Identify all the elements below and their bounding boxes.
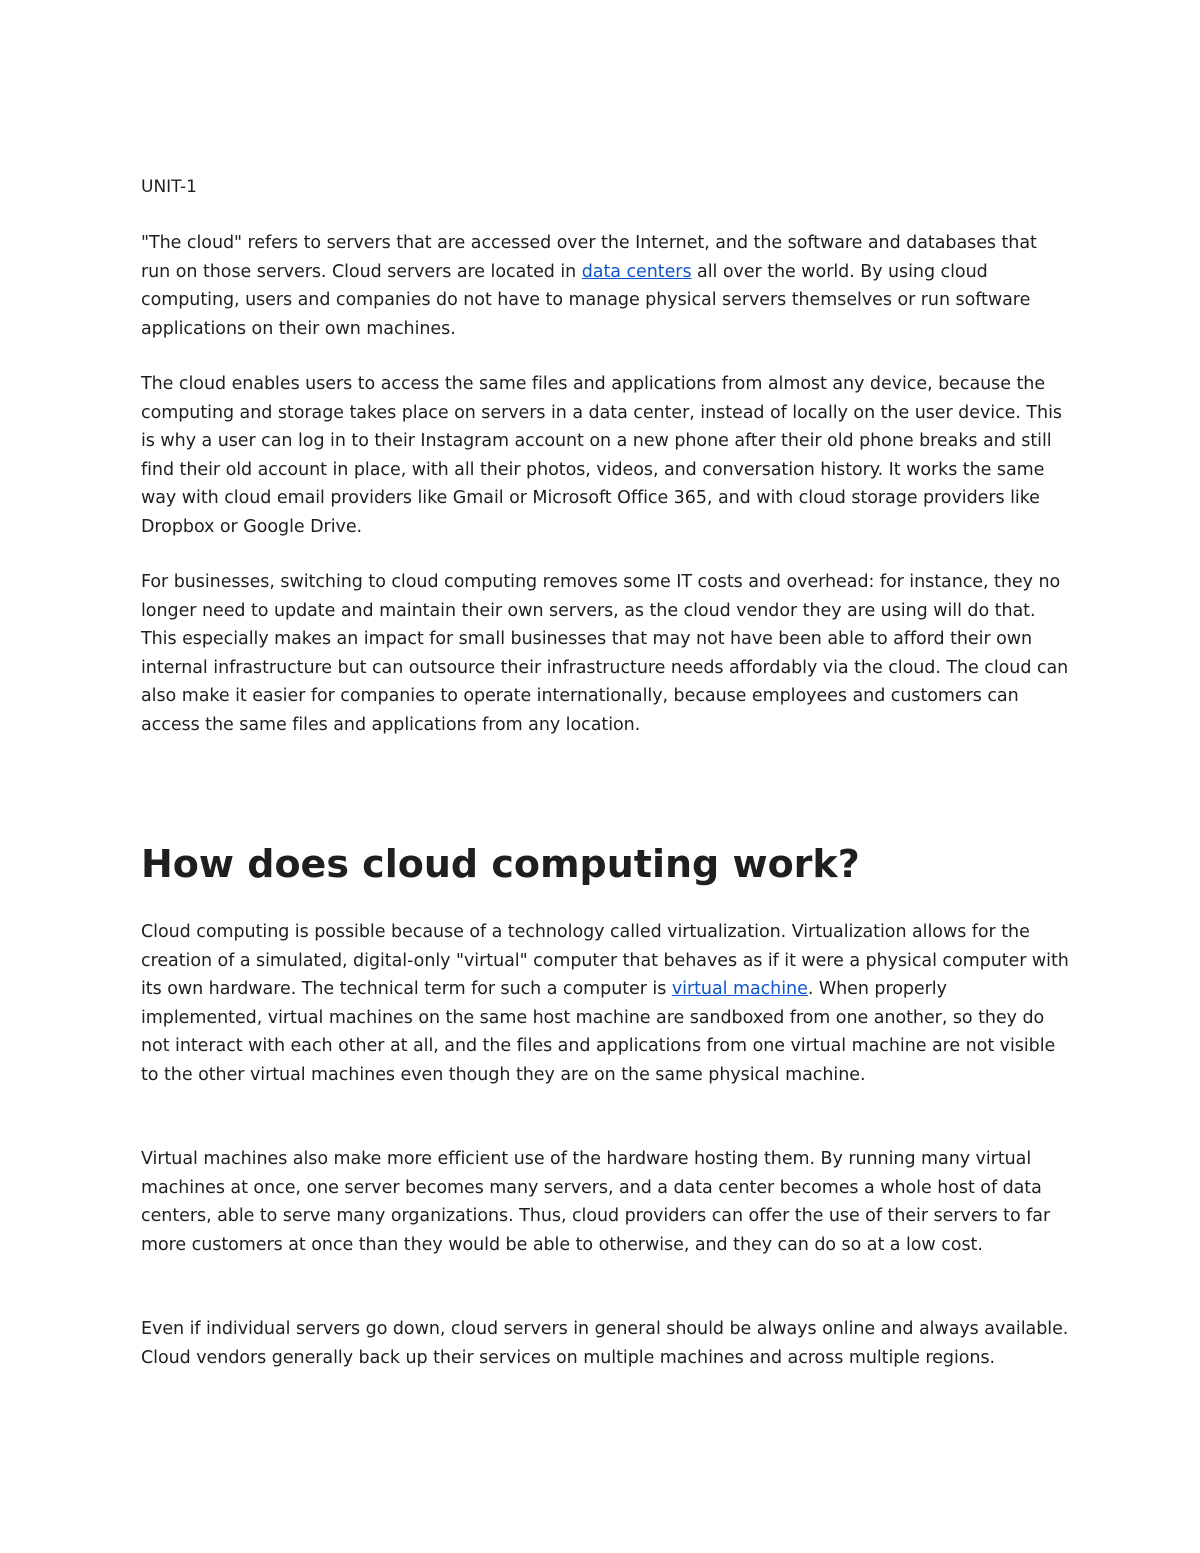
paragraph-cloud-access: The cloud enables users to access the same files and applications from almost any device, because the computing and storage takes place on servers in a data center, instead of locally on the user device. This is why a user can log in to their Instagram account on a new phone after their old phone breaks and still find their old account in place, with all their photos, videos, and conversation history. It works the same way with cloud email providers like Gmail or Microsoft Office 365, and with cloud storage providers like Dropbox or Google Drive. [141,374,1062,537]
paragraph-efficiency: Virtual machines also make more efficient use of the hardware hosting them. By running many virtual machines at once, one server becomes many servers, and a data center becomes a whole host of data centers, able to serve many organizations. Thus, cloud providers can offer the use of their servers to far more customers at once than they would be able to otherwise, and they can do so at a low cost. [141,1149,1051,1255]
unit-label: UNIT-1 [141,177,197,197]
paragraph-text: all over the world. By using cloud computing, users and companies do not have to manage physical servers themselves or run software applications on their own machines. [141,261,1031,339]
paragraph-availability: Even if individual servers go down, cloud servers in general should be always online and always available. Cloud vendors generally back up their services on multiple machines and across multiple regions. [141,1319,1069,1368]
virtual-machine-link[interactable]: virtual machine [671,979,808,999]
paragraph-text: "The cloud" refers to servers that are accessed over the Internet, and the software and databases that run on those servers. Cloud servers are located in [141,233,1037,282]
paragraph-text: Cloud computing is possible because of a technology called virtualization. Virtualization allows for the creation of a simulated, digital-only "virtual" computer that behaves as if it were a physical computer with its own hardware. The technical term for such a computer is [141,922,1069,999]
paragraph-cloud-definition [141,229,1071,343]
paragraph-virtualization [141,918,1071,1089]
data-centers-link[interactable]: data centers [581,261,692,282]
paragraph-business-benefits: For businesses, switching to cloud computing removes some IT costs and overhead: for instance, they no longer need to update and maintain their own servers, as the cloud vendor they are using will do that. This especially makes an impact for small businesses that may not have been able to afford their own internal infrastructure but can outsource their infrastructure needs affordably via the cloud. The cloud can also make it easier for companies to operate internationally, because employees and customers can access the same files and applications from any location. [141,572,1069,735]
section-heading: How does cloud computing work? [141,842,860,886]
paragraph-text: . When properly implemented, virtual machines on the same host machine are sandboxed from one another, so they do not interact with each other at all, and the files and applications from one virtual machine are not visible to the other virtual machines even though they are on the same physical machine. [141,979,1056,1085]
